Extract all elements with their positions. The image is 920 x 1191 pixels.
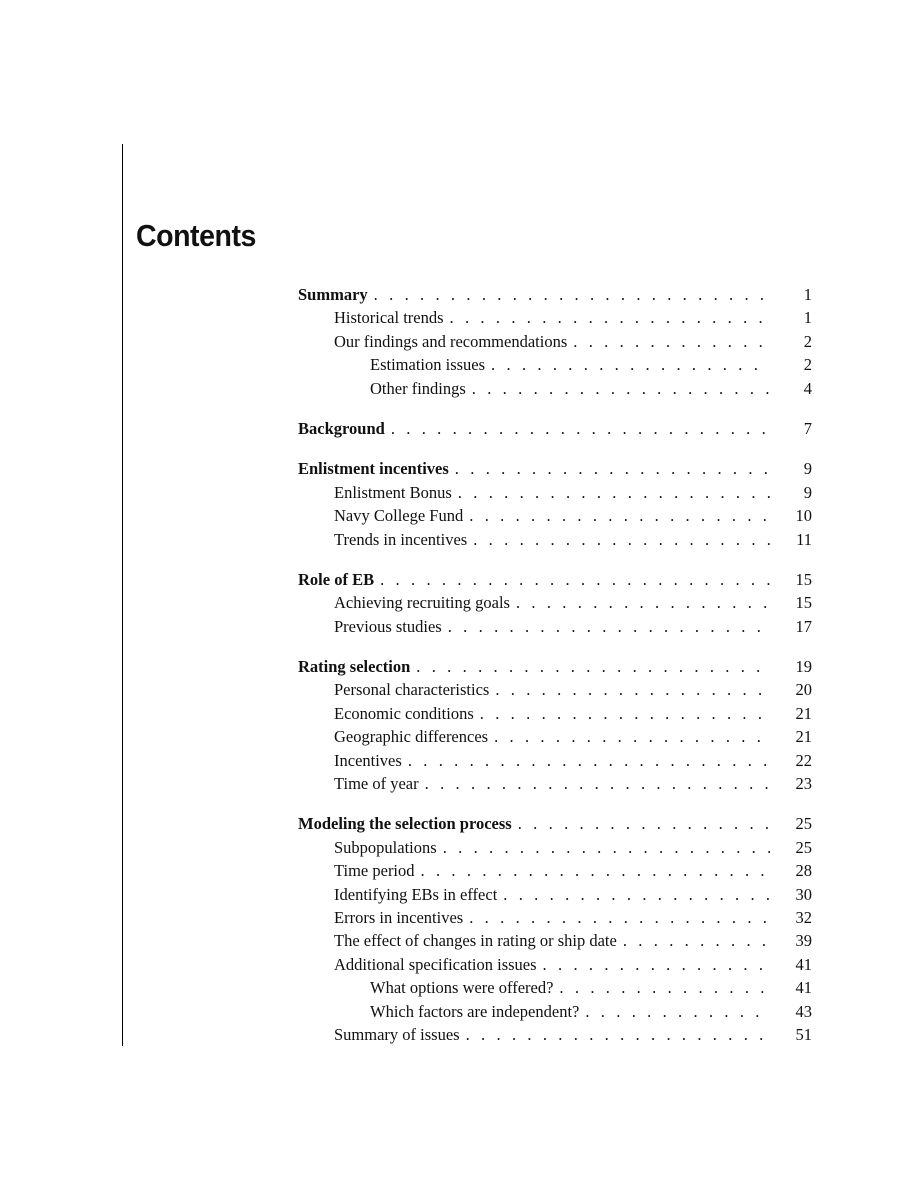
toc-entry-title: Incentives [334, 750, 402, 770]
toc-entry-title: Estimation issues [370, 355, 486, 375]
toc-entry[interactable] [298, 568, 812, 591]
toc-entry-title: The effect of changes in rating or ship date [334, 931, 617, 951]
toc-entry-title: Summary [298, 285, 368, 304]
toc-entry-page: 21 [795, 727, 812, 747]
toc-group-background [298, 417, 812, 440]
toc-entry-title: Economic conditions [334, 703, 474, 723]
toc-entry[interactable] [298, 330, 812, 353]
toc-entry[interactable] [298, 772, 812, 795]
toc-entry-title: Enlistment Bonus [334, 482, 452, 502]
toc-entry-title: Achieving recruiting goals [334, 593, 510, 613]
toc-entry-page: 28 [795, 861, 812, 881]
toc-entry[interactable] [298, 504, 812, 527]
dot-leader [559, 976, 770, 999]
toc-group-role-of-eb [298, 568, 812, 638]
toc-entry-title: Other findings [370, 378, 466, 398]
toc-entry-title: Navy College Fund [334, 506, 464, 526]
toc-group-summary [298, 283, 812, 400]
toc-entry-page: 11 [796, 529, 812, 549]
toc-entry-page: 23 [795, 774, 812, 794]
margin-rule [122, 144, 123, 1046]
dot-leader [491, 353, 770, 376]
dot-leader [480, 702, 770, 725]
toc-entry-title: Enlistment incentives [298, 459, 449, 479]
toc-entry-page: 2 [803, 331, 812, 351]
toc-entry[interactable] [298, 836, 812, 859]
toc-entry-title: Subpopulations [334, 837, 437, 857]
toc-entry[interactable] [298, 725, 812, 748]
toc-entry-page: 51 [795, 1024, 812, 1044]
toc-entry[interactable] [298, 1023, 812, 1046]
toc-entry-page: 15 [795, 569, 812, 589]
toc-entry-page: 10 [795, 506, 812, 526]
toc-entry[interactable] [298, 353, 812, 376]
toc-entry-title: Our findings and recommendations [334, 331, 568, 351]
dot-leader [416, 655, 770, 678]
toc-entry-page: 17 [795, 616, 812, 636]
toc-entry-title: Role of EB [298, 569, 375, 589]
toc-entry-page: 19 [795, 657, 812, 677]
toc-entry-title: Errors in incentives [334, 907, 464, 927]
dot-leader [573, 330, 770, 353]
toc-entry[interactable] [298, 929, 812, 952]
toc-entry[interactable] [298, 306, 812, 329]
toc-entry-page: 15 [795, 593, 812, 613]
toc-entry-page: 25 [795, 814, 812, 834]
dot-leader [494, 725, 770, 748]
toc-entry-title: Modeling the selection process [298, 814, 512, 834]
dot-leader [469, 504, 770, 527]
table-of-contents [298, 283, 812, 1063]
toc-entry-page: 41 [795, 978, 812, 998]
toc-entry-title: Background [298, 418, 385, 438]
toc-entry-page: 25 [795, 837, 812, 857]
toc-entry-page: 4 [803, 378, 812, 398]
dot-leader [380, 568, 770, 591]
toc-entry[interactable] [298, 812, 812, 835]
toc-entry[interactable] [298, 678, 812, 701]
toc-entry[interactable] [298, 457, 812, 480]
dot-leader [623, 929, 770, 952]
toc-entry[interactable] [298, 953, 812, 976]
toc-entry-title: Additional specification issues [334, 954, 537, 974]
toc-entry[interactable] [298, 906, 812, 929]
toc-entry-page: 43 [795, 1001, 812, 1021]
toc-entry-title: Historical trends [334, 308, 444, 328]
toc-entry-page: 39 [795, 931, 812, 951]
toc-entry-page: 22 [795, 750, 812, 770]
toc-entry[interactable] [298, 655, 812, 678]
dot-leader [450, 306, 770, 329]
toc-entry-page: 1 [803, 285, 812, 304]
dot-leader [374, 283, 770, 306]
toc-entry[interactable] [298, 883, 812, 906]
toc-entry-page: 9 [803, 459, 812, 479]
toc-entry-page: 2 [803, 355, 812, 375]
dot-leader [421, 859, 770, 882]
toc-entry-title: Time of year [334, 774, 419, 794]
toc-entry-page: 20 [795, 680, 812, 700]
dot-leader [443, 836, 770, 859]
dot-leader [455, 457, 770, 480]
dot-leader [473, 528, 770, 551]
toc-entry[interactable] [298, 1000, 812, 1023]
toc-entry-title: Identifying EBs in effect [334, 884, 498, 904]
toc-entry-page: 7 [803, 418, 812, 438]
toc-group-rating-selection [298, 655, 812, 795]
toc-entry-title: Personal characteristics [334, 680, 490, 700]
toc-entry[interactable] [298, 976, 812, 999]
dot-leader [469, 906, 770, 929]
toc-entry[interactable] [298, 749, 812, 772]
toc-group-enlistment-incentives [298, 457, 812, 551]
toc-group-modeling [298, 812, 812, 1046]
dot-leader [425, 772, 770, 795]
dot-leader [458, 481, 770, 504]
toc-entry-title: What options were offered? [370, 978, 554, 998]
toc-entry[interactable] [298, 859, 812, 882]
toc-entry-title: Trends in incentives [334, 529, 468, 549]
toc-entry-page: 1 [803, 308, 812, 328]
toc-entry-title: Which factors are independent? [370, 1001, 580, 1021]
toc-entry[interactable] [298, 615, 812, 638]
toc-entry[interactable] [298, 481, 812, 504]
toc-entry-page: 9 [803, 482, 812, 502]
dot-leader [543, 953, 770, 976]
dot-leader [391, 417, 770, 440]
dot-leader [585, 1000, 770, 1023]
toc-entry-page: 30 [795, 884, 812, 904]
toc-entry-page: 21 [795, 703, 812, 723]
page-title: Contents [136, 218, 256, 253]
toc-entry-title: Summary of issues [334, 1024, 460, 1044]
toc-entry-page: 32 [795, 907, 812, 927]
dot-leader [503, 883, 770, 906]
dot-leader [448, 615, 770, 638]
toc-entry-title: Previous studies [334, 616, 442, 636]
toc-entry[interactable] [298, 702, 812, 725]
dot-leader [516, 591, 770, 614]
toc-entry[interactable] [298, 417, 812, 440]
toc-entry-title: Geographic differences [334, 727, 489, 747]
toc-entry[interactable] [298, 283, 812, 306]
dot-leader [518, 812, 770, 835]
toc-entry[interactable] [298, 528, 812, 551]
toc-entry-page: 41 [795, 954, 812, 974]
toc-entry-title: Time period [334, 861, 415, 881]
toc-entry[interactable] [298, 377, 812, 400]
toc-entry[interactable] [298, 591, 812, 614]
dot-leader [495, 678, 770, 701]
dot-leader [472, 377, 770, 400]
dot-leader [466, 1023, 770, 1046]
dot-leader [408, 749, 770, 772]
toc-entry-title: Rating selection [298, 657, 411, 677]
